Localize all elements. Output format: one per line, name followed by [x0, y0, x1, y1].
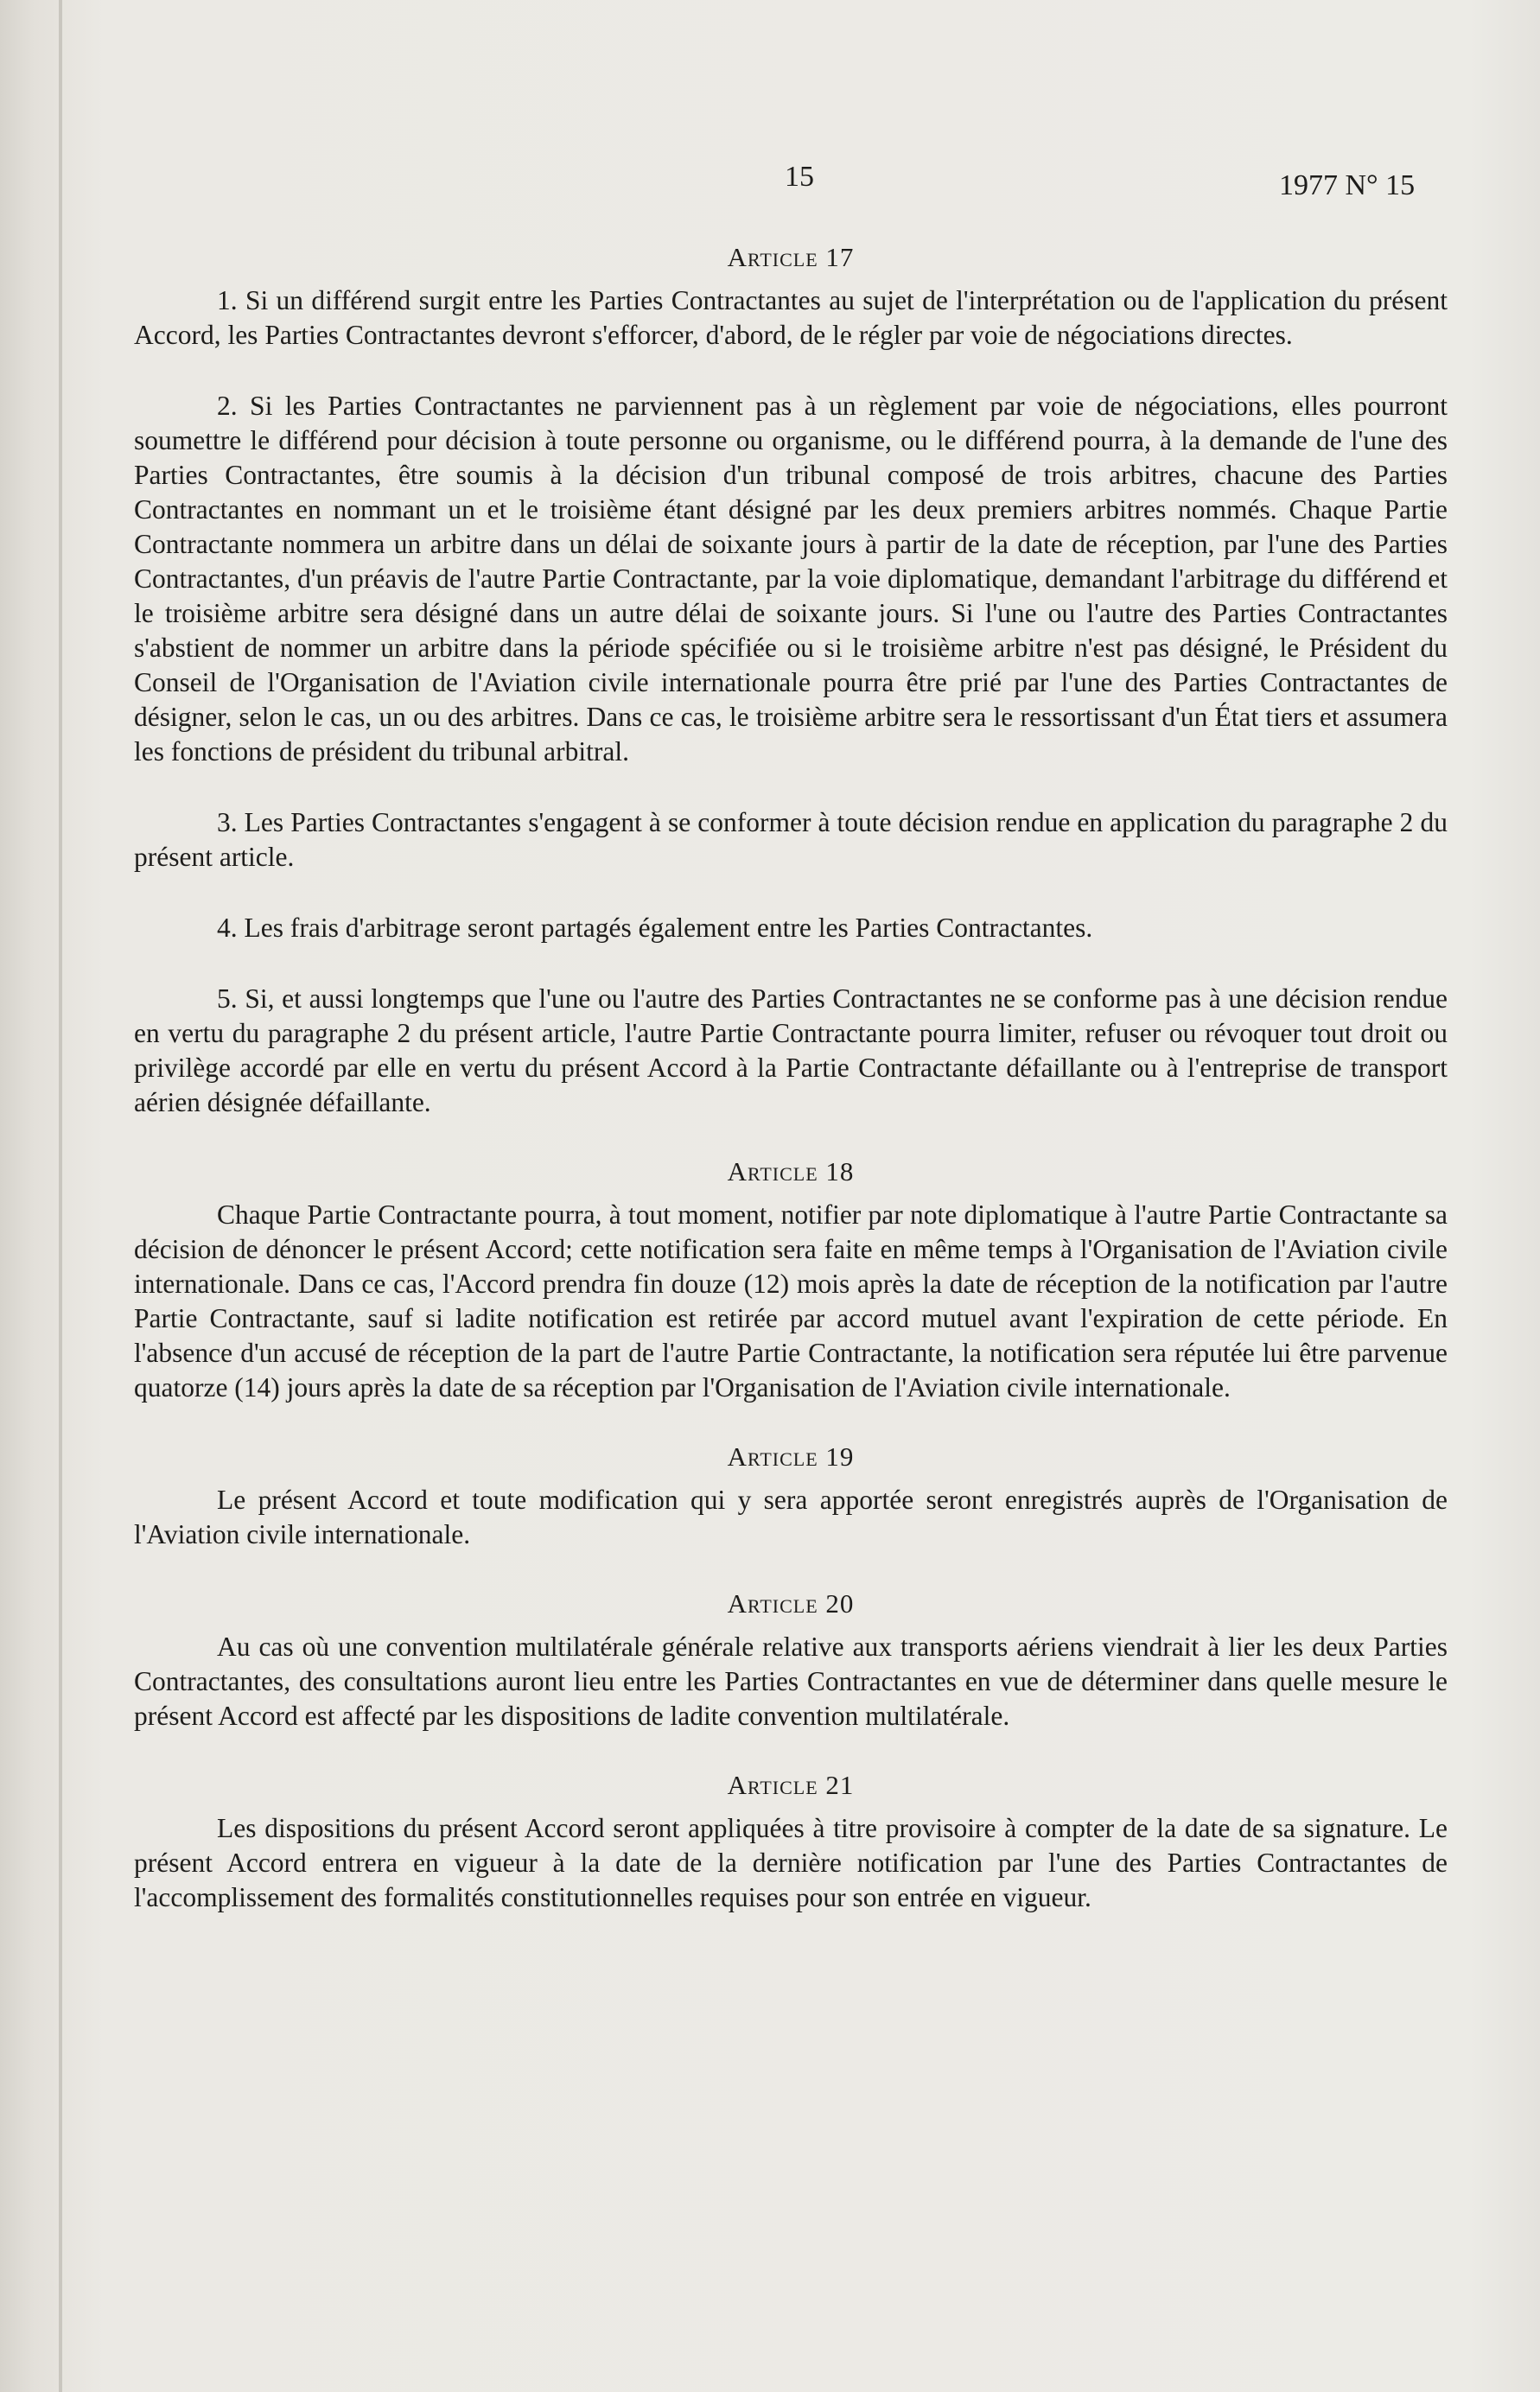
document-reference: 1977 N° 15 [1279, 169, 1416, 201]
article-21 [134, 1770, 1448, 1915]
paragraph: 5. Si, et aussi longtemps que l'une ou l'autre des Parties Contractantes ne se conforme pas à une décision rendue en vertu du paragraphe 2 du présent article, l'autre Partie Contractante pourra limiter, refuser ou révoquer tout droit ou privilège accordé par elle en vertu du présent Accord à la Partie Contractante défaillante ou à l'entreprise de transport aérien désignée défaillante. [134, 983, 1448, 1117]
page-fold-edge [59, 0, 62, 2392]
paragraph: 4. Les frais d'arbitrage seront partagés également entre les Parties Contractantes. [217, 913, 1093, 943]
page-number: 15 [785, 161, 814, 193]
paragraph: 2. Si les Parties Contractantes ne parviennent pas à un règlement par voie de négociations, elles pourront soumettre le différend pour décision à toute personne ou organisme, ou le différend pourra, à la demande de l'une des Parties Contractantes, être soumis à la décision d'un tribunal composé de trois arbitres, chacune des Parties Contractantes en nommant un et le troisième étant désigné par les deux premiers arbitres nommés. Chaque Partie Contractante nommera un arbitre dans un délai de soixante jours à partir de la date de réception, par l'une des Parties Contractantes, d'un préavis de l'autre Partie Contractante, par la voie diplomatique, demandant l'arbitrage du différend et le troisième arbitre sera désigné dans un autre délai de soixante jours. Si l'une ou l'autre des Parties Contractantes s'abstient de nommer un arbitre dans la période spécifiée ou si le troisième arbitre n'est pas désigné, le Président du Conseil de l'Organisation de l'Aviation civile internationale pourra être prié par l'une des Parties Contractantes de désigner, selon le cas, un ou des arbitres. Dans ce cas, le troisième arbitre sera le ressortissant d'un État tiers et assumera les fonctions de président du tribunal arbitral. [134, 391, 1448, 767]
document-body [134, 242, 1448, 1951]
article-title: Article 17 [727, 242, 855, 272]
paragraph: Au cas où une convention multilatérale générale relative aux transports aériens viendrait à lier les deux Parties Contractantes, des consultations auront lieu entre les Parties Contractantes en vue de déterminer dans quelle mesure le présent Accord est affecté par les dispositions de ladite convention multilatérale. [134, 1632, 1448, 1731]
paragraph: Les dispositions du présent Accord seront appliquées à titre provisoire à compter de la date de sa signature. Le présent Accord entrera en vigueur à la date de la dernière notification par l'une des Parties Contractantes de l'accomplissement des formalités constitutionnelles requises pour son entrée en vigueur. [134, 1813, 1448, 1912]
article-title: Article 18 [727, 1156, 855, 1186]
article-18 [134, 1156, 1448, 1405]
article-19 [134, 1441, 1448, 1552]
paragraph: 1. Si un différend surgit entre les Parties Contractantes au sujet de l'interprétation ou de l'application du présent Accord, les Parties Contractantes devront s'efforcer, d'abord, de le régler par voie de négociations directes. [134, 285, 1448, 350]
paragraph: 3. Les Parties Contractantes s'engagent à se conformer à toute décision rendue en application du paragraphe 2 du présent article. [134, 807, 1448, 872]
paragraph: Le présent Accord et toute modification qui y sera apportée seront enregistrés auprès de l'Organisation de l'Aviation civile internationale. [134, 1485, 1448, 1549]
paragraph: Chaque Partie Contractante pourra, à tout moment, notifier par note diplomatique à l'autre Partie Contractante sa décision de dénoncer le présent Accord; cette notification sera faite en même temps à l'Organisation de l'Aviation civile internationale. Dans ce cas, l'Accord prendra fin douze (12) mois après la date de réception de la notification par l'autre Partie Contractante, sauf si ladite notification est retirée par accord mutuel avant l'expiration de cette période. En l'absence d'un accusé de réception de la part de l'autre Partie Contractante, la notification sera réputée lui être parvenue quatorze (14) jours après la date de sa réception par l'Organisation de l'Aviation civile internationale. [134, 1199, 1448, 1403]
article-20 [134, 1588, 1448, 1734]
article-17 [134, 242, 1448, 1120]
article-title: Article 21 [727, 1770, 855, 1800]
page-header [0, 161, 1540, 204]
article-title: Article 20 [727, 1588, 855, 1619]
article-title: Article 19 [727, 1441, 855, 1472]
